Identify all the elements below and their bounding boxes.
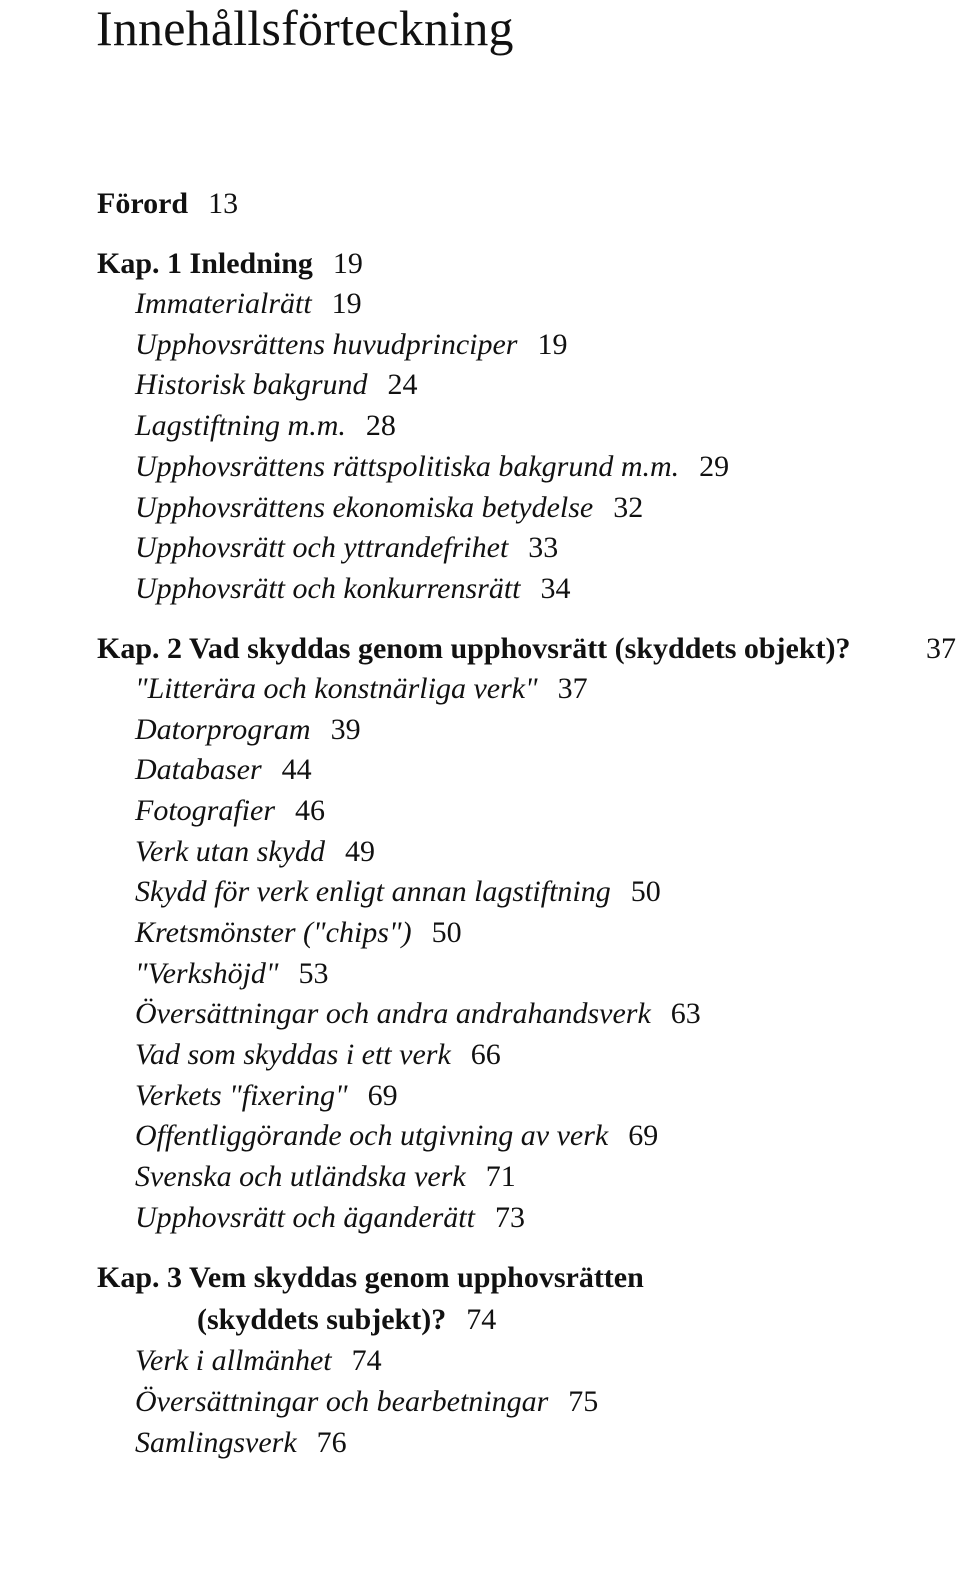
toc-label: Svenska och utländska verk: [135, 1160, 466, 1193]
toc-label: Vad som skyddas i ett verk: [135, 1038, 451, 1071]
toc-entry[interactable]: [135, 1037, 501, 1073]
toc-label: Upphovsrättens huvudprinciper: [135, 328, 518, 361]
toc-label: Databaser: [135, 753, 262, 786]
toc-page-number: 76: [316, 1426, 347, 1459]
toc-label: Immaterialrätt: [135, 287, 312, 320]
toc-page-number: 46: [295, 794, 325, 827]
toc-page-number: 69: [628, 1119, 659, 1152]
toc-entry[interactable]: [135, 286, 362, 322]
toc-entry-forord[interactable]: [97, 186, 238, 222]
toc-label: (skyddets subjekt)?: [197, 1303, 447, 1336]
toc-page-number: 29: [699, 450, 730, 483]
toc-entry[interactable]: [135, 671, 588, 707]
toc-entry[interactable]: [135, 834, 375, 870]
toc-label: Kretsmönster ("chips"): [135, 916, 412, 949]
toc-page-number: 50: [630, 875, 661, 908]
toc-label: Kap. 3 Vem skyddas genom upphovsrätten: [97, 1261, 644, 1294]
toc-page-number: 24: [387, 368, 418, 401]
toc-entry[interactable]: [135, 712, 361, 748]
toc-page-number: 13: [208, 187, 239, 220]
toc-label: Kap. 1 Inledning: [97, 247, 313, 280]
toc-page-number: 33: [528, 531, 559, 564]
toc-label: Förord: [97, 187, 189, 220]
toc-entry[interactable]: [135, 996, 701, 1032]
toc-page-number: 71: [485, 1160, 516, 1193]
toc-chapter-1[interactable]: [97, 246, 363, 282]
toc-page-number: 74: [466, 1303, 497, 1336]
toc-entry[interactable]: [135, 752, 312, 788]
toc-entry[interactable]: [135, 327, 567, 363]
toc-entry[interactable]: [135, 1200, 525, 1236]
toc-label: Upphovsrätt och äganderätt: [135, 1201, 475, 1234]
toc-label: Samlingsverk: [135, 1426, 297, 1459]
page-title: Innehållsförteckning: [96, 0, 514, 56]
toc-entry[interactable]: [135, 793, 325, 829]
toc-label: "Verkshöjd": [135, 957, 279, 990]
toc-label: Datorprogram: [135, 713, 311, 746]
toc-entry[interactable]: [135, 956, 329, 992]
toc-entry[interactable]: [135, 367, 418, 403]
toc-label: "Litterära och konstnärliga verk": [135, 672, 538, 705]
toc-page-number: 69: [367, 1079, 398, 1112]
toc-label: Fotografier: [135, 794, 275, 827]
toc-page-number: 74: [351, 1344, 382, 1377]
toc-label: Historisk bakgrund: [135, 368, 368, 401]
toc-entry[interactable]: [135, 915, 462, 951]
toc-chapter-2[interactable]: [97, 631, 956, 667]
toc-page-number: 19: [331, 287, 362, 320]
toc-page-number: 19: [537, 328, 568, 361]
toc-page-number: 44: [281, 753, 312, 786]
toc-label: Översättningar och andra andrahandsverk: [135, 997, 651, 1030]
toc-page-number: 49: [344, 835, 375, 868]
toc-page-number: 39: [330, 713, 361, 746]
toc-label: Upphovsrättens ekonomiska betydelse: [135, 491, 594, 524]
toc-label: Kap. 2 Vad skyddas genom upphovsrätt (skyddets objekt)?: [97, 632, 851, 665]
toc-label: Skydd för verk enligt annan lagstiftning: [135, 875, 611, 908]
toc-chapter-3-continued[interactable]: [197, 1302, 496, 1338]
toc-entry[interactable]: [135, 1159, 516, 1195]
toc-entry[interactable]: [135, 1343, 382, 1379]
toc-entry[interactable]: [135, 490, 643, 526]
toc-entry[interactable]: [135, 408, 396, 444]
toc-label: Lagstiftning m.m.: [135, 409, 346, 442]
toc-entry[interactable]: [135, 530, 558, 566]
toc-page-number: 73: [494, 1201, 525, 1234]
toc-page-number: 63: [670, 997, 701, 1030]
toc-page-number: 53: [298, 957, 329, 990]
toc-page-number: 19: [332, 247, 363, 280]
toc-entry[interactable]: [135, 1384, 598, 1420]
toc-chapter-3[interactable]: [97, 1260, 644, 1296]
toc-label: Verkets "fixering": [135, 1079, 348, 1112]
toc-entry[interactable]: [135, 1425, 347, 1461]
toc-page-number: 32: [613, 491, 644, 524]
toc-page-number: 66: [470, 1038, 501, 1071]
toc-page-number: 37: [557, 672, 588, 705]
toc-page-number: 28: [365, 409, 396, 442]
toc-entry[interactable]: [135, 571, 571, 607]
toc-label: Offentliggörande och utgivning av verk: [135, 1119, 609, 1152]
toc-label: Upphovsrättens rättspolitiska bakgrund m.m.: [135, 450, 680, 483]
toc-page-number: 37: [926, 632, 956, 665]
toc-label: Upphovsrätt och yttrandefrihet: [135, 531, 509, 564]
toc-entry[interactable]: [135, 1078, 398, 1114]
toc-label: Upphovsrätt och konkurrensrätt: [135, 572, 521, 605]
toc-entry[interactable]: [135, 1118, 658, 1154]
toc-page-number: 75: [568, 1385, 599, 1418]
toc-entry[interactable]: [135, 449, 729, 485]
toc-page-number: 34: [540, 572, 571, 605]
toc-label: Verk utan skydd: [135, 835, 325, 868]
toc-label: Översättningar och bearbetningar: [135, 1385, 549, 1418]
toc-label: Verk i allmänhet: [135, 1344, 332, 1377]
toc-entry[interactable]: [135, 874, 661, 910]
toc-page-number: 50: [431, 916, 462, 949]
